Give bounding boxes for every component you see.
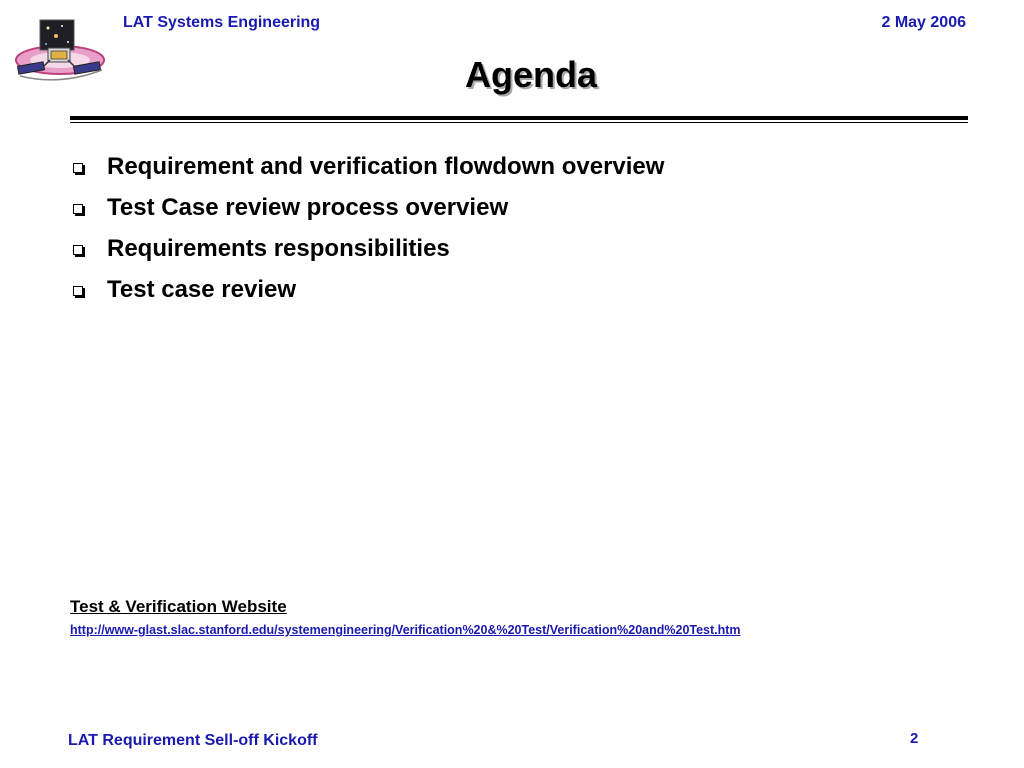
list-item: [70, 146, 664, 187]
header-organization: LAT Systems Engineering: [123, 14, 321, 31]
agenda-item-label: Test case review: [107, 275, 297, 303]
website-link[interactable]: http://www-glast.slac.stanford.edu/systemengineering/Verification%20&%20Test/Verification%20and%20Test.htm: [70, 623, 741, 637]
list-item: [70, 187, 664, 228]
list-item: [70, 228, 664, 269]
agenda-item-label: Requirements responsibilities: [107, 234, 450, 262]
title-divider-thin: [70, 122, 968, 123]
agenda-list: [70, 146, 664, 310]
hollow-square-bullet-icon: [73, 204, 83, 214]
title-divider-thick: [70, 116, 968, 120]
website-heading: Test & Verification Website: [70, 597, 287, 616]
hollow-square-bullet-icon: [73, 245, 83, 255]
header-date: 2 May 2006: [881, 14, 966, 31]
agenda-item-label: Requirement and verification flowdown overview: [107, 152, 665, 180]
hollow-square-bullet-icon: [73, 163, 83, 173]
hollow-square-bullet-icon: [73, 286, 83, 296]
agenda-item-label: Test Case review process overview: [107, 193, 509, 221]
list-item: [70, 269, 664, 310]
slide-title: Agenda: [464, 54, 597, 95]
page-number: 2: [910, 730, 919, 747]
footer-presentation-title: LAT Requirement Sell-off Kickoff: [68, 732, 318, 749]
